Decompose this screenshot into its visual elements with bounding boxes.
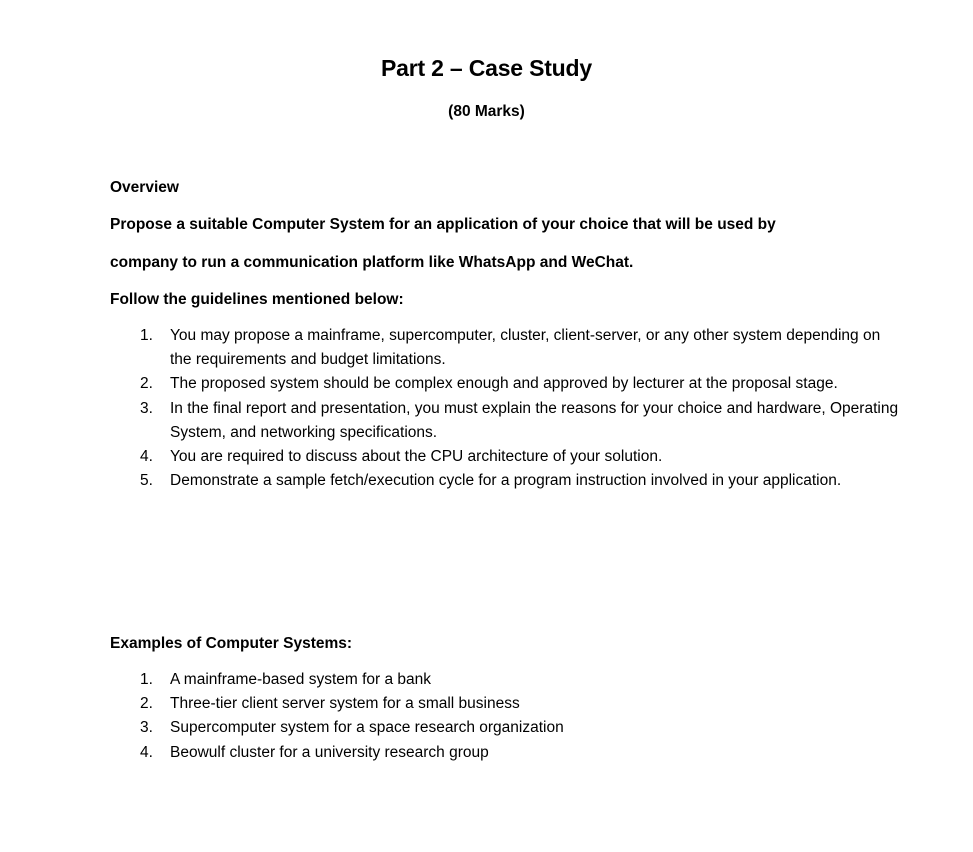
list-item-text: A mainframe-based system for a bank: [170, 671, 432, 688]
guidelines-list: [110, 324, 910, 493]
list-item-text: In the final report and presentation, you must explain the reasons for your choice and hardware, Operating System, and networking specifications.: [170, 399, 899, 441]
overview-text-line-2: company to run a communication platform like WhatsApp and WeChat.: [110, 254, 634, 271]
list-item-text: Beowulf cluster for a university research group: [170, 743, 489, 761]
page-title: Part 2 – Case Study: [381, 55, 592, 81]
list-item: [110, 692, 900, 716]
list-item-text: You may propose a mainframe, supercomputer, cluster, client-server, or any other system depending on the requirements and budget limitations.: [170, 327, 881, 369]
list-item-number: 1.: [140, 327, 153, 344]
examples-list: [110, 668, 900, 765]
overview-text-line-1: Propose a suitable Computer System for an application of your choice that will be used by: [110, 216, 776, 233]
list-item: [110, 324, 900, 372]
list-item-text: The proposed system should be complex enough and approved by lecturer at the proposal stage.: [170, 375, 838, 393]
list-item-text: Three-tier client server system for a small business: [170, 695, 520, 713]
overview-heading: Overview: [110, 179, 179, 196]
list-item-number: 2.: [140, 375, 153, 393]
list-item-text: Supercomputer system for a space research organization: [170, 719, 564, 737]
list-item: [110, 668, 900, 692]
list-item: [110, 469, 890, 493]
list-item-number: 3.: [140, 719, 153, 737]
list-item-number: 4.: [140, 743, 153, 761]
list-item-number: 5.: [140, 472, 153, 490]
list-item: [110, 372, 900, 396]
list-item-number: 3.: [140, 399, 153, 417]
list-item: [110, 741, 900, 765]
list-item-text: Demonstrate a sample fetch/execution cycle for a program instruction involved in your application.: [170, 472, 842, 490]
list-item: [110, 716, 900, 740]
examples-heading: Examples of Computer Systems:: [110, 635, 353, 652]
list-item-text: You are required to discuss about the CPU architecture of your solution.: [170, 448, 663, 466]
list-item-number: 2.: [140, 695, 153, 713]
marks-label: (80 Marks): [448, 103, 525, 120]
list-item: [110, 397, 910, 445]
list-item-number: 1.: [140, 671, 153, 688]
list-item: [110, 445, 900, 469]
guidelines-intro: Follow the guidelines mentioned below:: [110, 291, 404, 308]
list-item-number: 4.: [140, 448, 153, 466]
